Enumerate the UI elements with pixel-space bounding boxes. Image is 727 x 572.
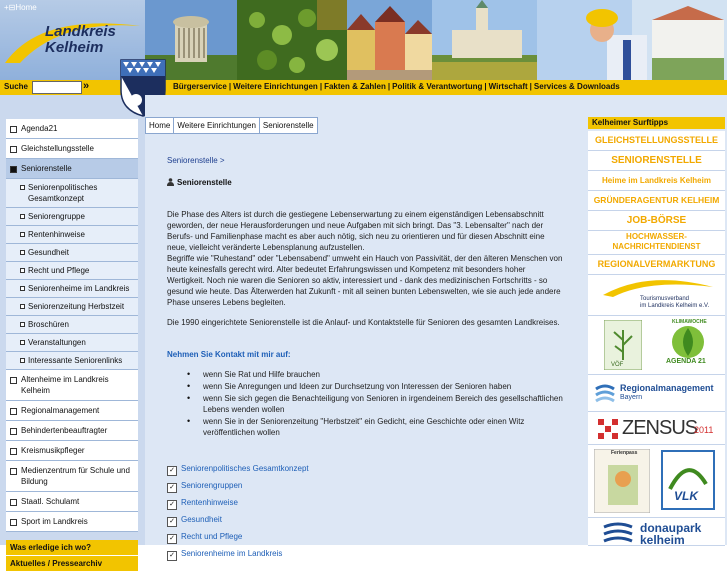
sidebar-item-seniorenstelle[interactable]: Seniorenstelle xyxy=(6,159,138,179)
square-bullet-icon xyxy=(20,286,25,291)
banner-regionalmanagement[interactable] xyxy=(588,375,725,412)
tourism-text: Tourismusverband im Landkreis Kelheim e.V. xyxy=(640,296,710,309)
sidebar-spacer xyxy=(6,532,138,540)
banner-zensus[interactable] xyxy=(588,412,725,445)
voef-label: VÖF xyxy=(611,362,624,368)
nav-separator: | xyxy=(228,82,232,91)
main-content xyxy=(145,95,585,559)
page-title: Seniorenstelle xyxy=(167,178,232,187)
regionalmanagement-logo-icon xyxy=(594,383,616,403)
square-bullet-icon xyxy=(10,519,17,526)
nav-separator: | xyxy=(484,82,487,91)
nav-services-downloads[interactable]: Services & Downloads xyxy=(533,82,620,91)
banner-voef-agenda21[interactable] xyxy=(588,316,725,375)
surftipp-job-boerse[interactable]: JOB-BÖRSE xyxy=(588,211,725,231)
donaupark-text: donaupark kelheim xyxy=(640,521,702,546)
breadcrumb-weitere-einrichtungen[interactable]: Weitere Einrichtungen xyxy=(173,117,260,134)
sidebar-subitem-gesamtkonzept[interactable]: Seniorenpolitisches Gesamtkonzept xyxy=(6,179,138,208)
breadcrumb-seniorenstelle[interactable]: Seniorenstelle xyxy=(259,117,318,134)
square-bullet-icon xyxy=(10,499,17,506)
paragraph-3: Die 1990 eingerichtete Seniorenstelle ist die Anlauf- und Kontaktstelle für Senioren des gesamten Landkreises. xyxy=(167,318,560,327)
sidebar-item-behindertenbeauftragter[interactable]: Behindertenbeauftragter xyxy=(6,421,138,441)
ferienpass-logo-icon xyxy=(594,449,650,513)
person-icon xyxy=(167,178,174,186)
square-bullet-icon xyxy=(20,304,25,309)
square-bullet-icon xyxy=(20,214,25,219)
sidebar-subitem-veranstaltungen[interactable]: Veranstaltungen xyxy=(6,334,138,352)
checklist-icon: ✓ xyxy=(167,517,177,527)
related-link-rentenhinweise[interactable]: ✓ Rentenhinweise xyxy=(167,494,309,511)
sidebar-subitem-broschueren[interactable]: Broschüren xyxy=(6,316,138,334)
right-sidebar xyxy=(585,95,727,545)
banner-donaupark[interactable] xyxy=(588,518,725,546)
donaupark-logo-icon xyxy=(602,521,634,545)
body-text xyxy=(167,209,563,337)
left-sidebar xyxy=(0,95,145,568)
nav-separator: | xyxy=(529,82,532,91)
header-photo-worker xyxy=(537,0,727,80)
related-links xyxy=(167,460,309,562)
vlk-label: VLK xyxy=(674,489,698,503)
search-input[interactable] xyxy=(32,81,82,94)
square-bullet-icon xyxy=(20,232,25,237)
square-bullet-icon xyxy=(20,340,25,345)
surftipp-gruenderagentur[interactable]: GRÜNDERAGENTUR KELHEIM xyxy=(588,191,725,211)
surftipp-hochwasser[interactable]: HOCHWASSER-NACHRICHTENDIENST xyxy=(588,231,725,255)
nav-separator: | xyxy=(319,82,323,91)
sidebar-subitem-gesundheit[interactable]: Gesundheit xyxy=(6,244,138,262)
top-nav xyxy=(173,82,620,91)
square-bullet-icon xyxy=(10,448,17,455)
square-bullet-icon xyxy=(10,408,17,415)
header-photo-town xyxy=(347,0,432,80)
checklist-icon: ✓ xyxy=(167,500,177,510)
filled-square-bullet-icon xyxy=(10,166,17,173)
square-bullet-icon xyxy=(20,322,25,327)
sidebar-item-kreismusikpfleger[interactable]: Kreismusikpfleger xyxy=(6,441,138,461)
list-item: • wenn Sie in der Seniorenzeitung "Herbstzeit" ein Gedicht, eine Geschichte oder einen Witz veröffentlichen wollen xyxy=(185,416,565,438)
paragraph-1: Die Phase des Alters ist durch die gestiegene Lebenserwartung zu einem eigenständigen Lebensabschnitt geworden, der neue Herausforderungen und neue Aufgaben mit sich bringt. Das "3. Lebensalter" nach der Berufs- und Familienphase macht es aber auch nötig, sich neu zu orientieren und für diesen Abschnitt eine neue, vielleicht veränderte Lebensplanung aufzustellen. xyxy=(167,210,545,252)
page-path-link[interactable]: Seniorenstelle > xyxy=(167,156,225,165)
site-logo-text xyxy=(45,24,116,56)
breadcrumb-home[interactable]: Home xyxy=(145,117,174,134)
zensus-year: 2011 xyxy=(694,425,714,435)
nav-fakten-zahlen[interactable]: Fakten & Zahlen xyxy=(324,82,386,91)
sidebar-subitem-herbstzeit[interactable]: Seniorenzeitung Herbstzeit xyxy=(6,298,138,316)
sidebar-link-aktuelles[interactable]: Aktuelles / Pressearchiv xyxy=(6,556,138,572)
nav-weitere-einrichtungen[interactable]: Weitere Einrichtungen xyxy=(233,82,318,91)
sidebar-subitem-recht-pflege[interactable]: Recht und Pflege xyxy=(6,262,138,280)
square-bullet-icon xyxy=(20,250,25,255)
nav-wirtschaft[interactable]: Wirtschaft xyxy=(488,82,528,91)
banner-tourismusverband[interactable] xyxy=(588,275,725,316)
surftipp-regionalvermarktung[interactable]: REGIONALVERMARKTUNG xyxy=(588,255,725,275)
square-bullet-icon xyxy=(20,358,25,363)
sidebar-subitem-seniorenheime[interactable]: Seniorenheime im Landkreis xyxy=(6,280,138,298)
square-bullet-icon xyxy=(20,185,25,190)
sidebar-item-regionalmanagement[interactable]: Regionalmanagement xyxy=(6,401,138,421)
banner-ferienpass-vlk[interactable] xyxy=(588,445,725,518)
logo-line1: Landkreis xyxy=(45,23,116,40)
header-photo-monastery xyxy=(432,0,537,80)
square-bullet-icon xyxy=(10,428,17,435)
square-bullet-icon xyxy=(10,146,17,153)
square-bullet-icon xyxy=(10,126,17,133)
regional-text: Regionalmanagement Bayern xyxy=(620,383,714,401)
nav-separator: | xyxy=(387,82,391,91)
square-bullet-icon xyxy=(20,268,25,273)
checklist-icon: ✓ xyxy=(167,534,177,544)
sidebar-link-was-erledige-ich-wo[interactable]: Was erledige ich wo? xyxy=(6,540,138,556)
home-link[interactable]: +⊟Home xyxy=(4,3,37,12)
sidebar-item-agenda21[interactable]: Agenda21 xyxy=(6,119,138,139)
sidebar-item-schulamt[interactable]: Staatl. Schulamt xyxy=(6,492,138,512)
square-bullet-icon xyxy=(10,468,17,475)
surftipps-heading: Kelheimer Surftipps xyxy=(588,117,725,129)
header-photo-hops xyxy=(237,0,347,80)
agenda-top-label: KLIMAWOCHE xyxy=(672,319,707,325)
related-link-recht-pflege[interactable]: ✓ Recht und Pflege xyxy=(167,528,309,545)
contact-heading: Nehmen Sie Kontakt mit mir auf: xyxy=(167,350,291,359)
surftipp-heime[interactable]: Heime im Landkreis Kelheim xyxy=(588,171,725,191)
search-go-button[interactable]: » xyxy=(83,80,90,92)
agenda-label: AGENDA 21 xyxy=(666,358,706,365)
zensus-logo-icon xyxy=(598,419,618,439)
sidebar-subitem-seniorenlinks[interactable]: Interessante Seniorenlinks xyxy=(6,352,138,370)
header-banner xyxy=(0,0,727,80)
list-item: • wenn Sie Rat und Hilfe brauchen xyxy=(185,369,565,380)
breadcrumb xyxy=(145,117,317,135)
sidebar-item-medienzentrum[interactable]: Medienzentrum für Schule und Bildung xyxy=(6,461,138,492)
sidebar-subitem-seniorengruppe[interactable]: Seniorengruppe xyxy=(6,208,138,226)
surftipp-gleichstellungsstelle[interactable]: GLEICHSTELLUNGSSTELLE xyxy=(588,131,725,151)
logo-line2: Kelheim xyxy=(45,39,104,56)
checklist-icon: ✓ xyxy=(167,551,177,561)
zensus-label: ZENSUS xyxy=(622,417,698,439)
search-label: Suche xyxy=(4,82,29,91)
sidebar-item-sport[interactable]: Sport im Landkreis xyxy=(6,512,138,532)
paragraph-2: Begriffe wie "Ruhestand" oder "Lebensabend" umweht ein Hauch von Passivität, der den älteren Menschen von heute keinesfalls gerecht wird. Alter bedeutet Erfahrungswissen und Kompetenz mit besonders hoher Wertigkeit. Noch nie waren die Senioren so aktiv, interessiert und - dank des medizinischen Fortschritts - so gesund wie heute. Das Älterwerden hat Zukunft - mit all seinen bunten Lebenswelten, wie sie auch jede andere Phase unseres Lebens begleiten. xyxy=(167,254,563,307)
surftipp-seniorenstelle[interactable]: SENIORENSTELLE xyxy=(588,151,725,171)
sidebar-menu xyxy=(6,119,138,572)
related-link-seniorengruppen[interactable]: ✓ Seniorengruppen xyxy=(167,477,309,494)
checklist-icon: ✓ xyxy=(167,466,177,476)
checklist-icon: ✓ xyxy=(167,483,177,493)
contact-list xyxy=(185,369,565,439)
sidebar-item-gleichstellungsstelle[interactable]: Gleichstellungsstelle xyxy=(6,139,138,159)
nav-politik[interactable]: Politik & Verantwortung xyxy=(392,82,483,91)
related-link-gesundheit[interactable]: ✓ Gesundheit xyxy=(167,511,309,528)
sidebar-item-altenheime[interactable]: Altenheime im Landkreis Kelheim xyxy=(6,370,138,401)
related-link-seniorenheime[interactable]: ✓ Seniorenheime im Landkreis xyxy=(167,545,309,562)
square-bullet-icon xyxy=(10,377,17,384)
list-item: • wenn Sie sich gegen die Benachteiligung von Senioren in irgendeinem Bereich des gesellschaftlichen Lebens wenden wollen xyxy=(185,393,565,415)
ferienpass-label: Ferienpass xyxy=(611,450,638,456)
sidebar-subitem-rentenhinweise[interactable]: Rentenhinweise xyxy=(6,226,138,244)
list-item: • wenn Sie Anregungen und Ideen zur Durchsetzung von Interessen der Senioren haben xyxy=(185,381,565,392)
related-link-gesamtkonzept[interactable]: ✓ Seniorenpolitisches Gesamtkonzept xyxy=(167,460,309,477)
nav-buergerservice[interactable]: Bürgerservice xyxy=(173,82,227,91)
